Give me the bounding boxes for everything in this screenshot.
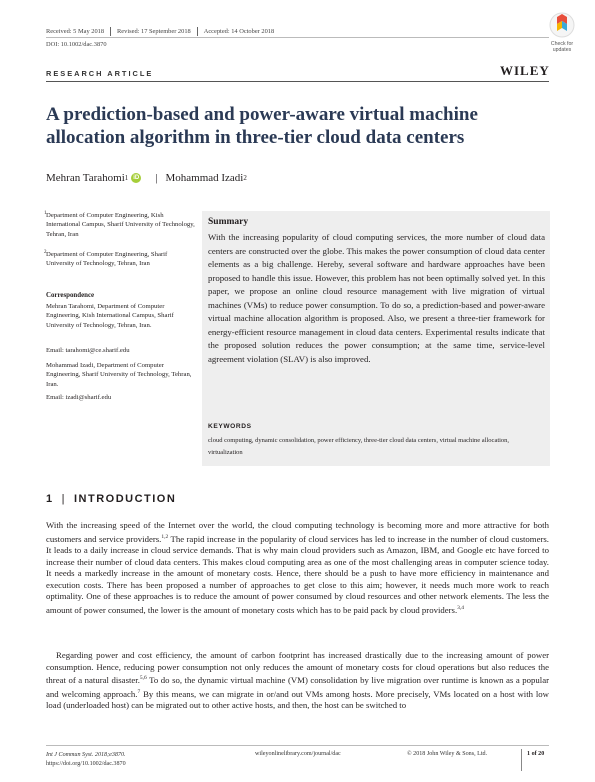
doi: DOI: 10.1002/dac.3870	[46, 41, 107, 48]
correspondence-block: Mehran Tarahomi, Department of Computer Engineering, Kish International Campus, Sharif University of Technology, Tehran, Iran.	[46, 303, 174, 329]
divider	[110, 27, 111, 36]
summary-text: With the increasing popularity of cloud computing services, the more number of cloud data centers are constructed over the globe. This makes the power consumption of cloud data center elements as a big challenge. Hereby, several software and hardware approaches have been proposed to handle this issue. However, this problem has not been optimally solved yet. In this paper, we propose an online cloud resource management with live migration of virtual machines (VMs) to reduce power consumption. To do so, a prediction-based and power-aware virtual machine allocation algorithm is proposed. Also, we present a three-tier framework for energy-efficient resource management in cloud data centers. Experimental results indicate that the proposed solution reduces the power consumption; at the same time, service-level agreement violation (SLAV) is also improved.	[208, 232, 545, 364]
body-text: With the increasing speed of the Internet over the world, the cloud computing technology is becoming more and more attractive for both customers and service providers.	[46, 520, 549, 544]
crossmark-icon	[549, 12, 575, 40]
affiliation-number: 2	[44, 250, 47, 255]
footer-divider	[521, 749, 522, 771]
publisher-logo: WILEY	[500, 63, 550, 78]
correspondence-block: Mohammad Izadi, Department of Computer Engineering, Sharif University of Technology, Tehran, Iran.	[46, 362, 192, 388]
author-name[interactable]: Mehran Tarahomi	[46, 172, 125, 184]
correspondence-heading: Correspondence	[46, 292, 95, 299]
affiliation	[46, 211, 196, 239]
revised-date: Revised: 17 September 2018	[117, 28, 191, 35]
accepted-date: Accepted: 14 October 2018	[203, 28, 275, 35]
author-list	[46, 172, 247, 184]
body-paragraph	[46, 520, 549, 617]
copyright: © 2018 John Wiley & Sons, Ltd.	[407, 751, 488, 757]
orcid-icon[interactable]: iD	[133, 175, 140, 181]
summary-heading: Summary	[208, 217, 249, 227]
title-rule	[46, 81, 549, 82]
author-name[interactable]: Mohammad Izadi	[165, 172, 244, 184]
footer-rule	[46, 745, 549, 746]
section-title: INTRODUCTION	[73, 493, 177, 505]
article-type: RESEARCH ARTICLE	[46, 69, 154, 78]
body-text: The rapid increase in the popularity of cloud services has led to increase in the number of cloud customers. It leads to a daily increase in cloud service demands. That is why main cloud providers such as Amazon, IBM, and Google etc have forced to increase their number of cloud data centers. This makes cloud computing area as one of the most challenging areas in computer science today. It needs a markedly increase in the amount of monetary costs. Hence, there should be a push to have more efficiency in maintenance and execution costs. There has been proposed a number of approaches to get close to this aim; however, it needs much more work to reach optimality. One of these approaches is to reduce the amount of power consumed by cloud resources and other network elements. The less the amount of power consumed, the lower is the amount of monetary costs which has to be paid pack by cloud providers.	[46, 533, 549, 615]
page-number: 1 of 20	[527, 751, 545, 757]
journal-website[interactable]: wileyonlinelibrary.com/journal/dac	[255, 751, 341, 757]
affiliation-text: Department of Computer Engineering, Sharif University of Technology, Tehran, Iran	[46, 251, 168, 268]
doi-link[interactable]: https://doi.org/10.1002/dac.3870	[46, 761, 126, 767]
affiliation	[46, 250, 196, 269]
article-dates	[46, 27, 274, 36]
paper-title: A prediction-based and power-aware virtual machine allocation algorithm in three-tier cloud data centers	[46, 104, 478, 148]
author-separator: |	[155, 172, 158, 184]
citation[interactable]: 1,2	[161, 533, 169, 540]
citation[interactable]: 3,4	[457, 605, 465, 612]
body-text: By this means, we can migrate in or/and out VMs among hosts. More precisely, VMs located on a host with low load (underloaded host) can be migrated out to other active hosts, and then, the host can be switched to	[46, 688, 550, 711]
section-heading	[46, 493, 176, 505]
crossmark-badge[interactable]	[540, 12, 584, 56]
footer-journal	[46, 751, 126, 769]
crossmark-label: updates	[552, 47, 572, 53]
crossmark-label: Check for	[550, 41, 574, 47]
summary-box	[202, 211, 550, 466]
section-separator: |	[61, 493, 66, 505]
citation[interactable]: 5,6	[139, 675, 147, 682]
body-text: Regarding power and cost efficiency, the amount of carbon footprint has increased drastically due to the increasing amount of power consumption. Hence, reducing power consumption not only reduces the amount of monetary costs for cloud operations but also reduces the threat of a natural disaster.	[46, 650, 549, 686]
body-text: To do so, the dynamic virtual machine (VM) consolidation by live migration over runtime is known as a popular and welcoming approach.	[46, 675, 549, 699]
header-rule	[46, 37, 549, 38]
citation[interactable]: 7	[137, 688, 141, 695]
affiliation-marker: 1	[124, 174, 129, 182]
journal-citation: Int J Commun Syst. 2018;e3870.	[46, 752, 126, 758]
keywords-heading: KEYWORDS	[208, 423, 252, 430]
affiliation-number: 1	[44, 211, 47, 216]
affiliation-text: Department of Computer Engineering, Kish International Campus, Sharif University of Technology, Tehran, Iran	[46, 212, 195, 238]
affiliation-marker: 2	[243, 174, 247, 182]
body-paragraph	[46, 650, 549, 712]
correspondence-email[interactable]: Email: izadi@sharif.edu	[46, 394, 112, 401]
received-date: Received: 5 May 2018	[46, 28, 105, 35]
divider	[197, 27, 198, 36]
section-number: 1	[46, 493, 54, 505]
correspondence-email[interactable]: Email: tarahomi@ce.sharif.edu	[46, 347, 130, 354]
keywords-text: cloud computing, dynamic consolidation, power efficiency, three-tier cloud data centers, virtual machine allocation, virtualization	[208, 437, 510, 456]
